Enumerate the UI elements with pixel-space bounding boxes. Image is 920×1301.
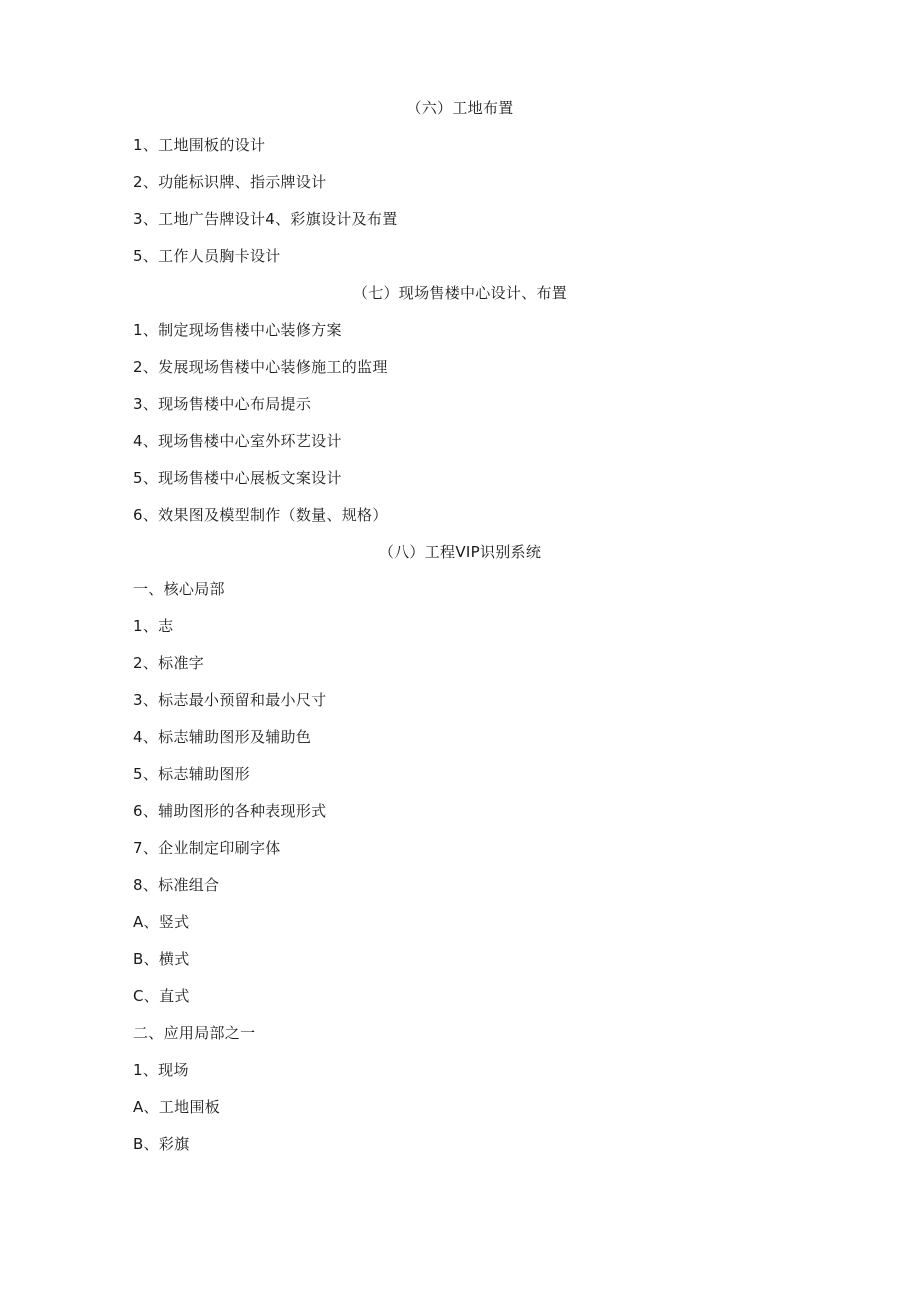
- list-item: 3、标志最小预留和最小尺寸: [133, 691, 327, 709]
- list-item: 1、志: [133, 617, 174, 635]
- list-item: 1、现场: [133, 1061, 189, 1079]
- list-item: 5、标志辅助图形: [133, 765, 250, 783]
- list-item: 8、标准组合: [133, 876, 220, 894]
- list-item: A、竖式: [133, 913, 190, 931]
- section-heading-6: （六）工地布置: [406, 99, 514, 117]
- subsection-heading: 二、应用局部之一: [133, 1024, 256, 1042]
- list-item: 2、功能标识牌、指示牌设计: [133, 173, 327, 191]
- list-item: 1、制定现场售楼中心装修方案: [133, 321, 342, 339]
- section-heading-8: （八）工程VIP识别系统: [378, 543, 542, 561]
- section-heading-7: （七）现场售楼中心设计、布置: [352, 284, 568, 302]
- list-item: 4、标志辅助图形及辅助色: [133, 728, 312, 746]
- list-item: B、彩旗: [133, 1135, 190, 1153]
- list-item: 3、工地广告牌设计4、彩旗设计及布置: [133, 210, 398, 228]
- list-item: B、横式: [133, 950, 190, 968]
- list-item: 4、现场售楼中心室外环艺设计: [133, 432, 342, 450]
- list-item: 2、发展现场售楼中心装修施工的监理: [133, 358, 388, 376]
- list-item: 3、现场售楼中心布局提示: [133, 395, 312, 413]
- list-item: A、工地围板: [133, 1098, 221, 1116]
- list-item: C、直式: [133, 987, 190, 1005]
- list-item: 1、工地围板的设计: [133, 136, 266, 154]
- subsection-heading: 一、核心局部: [133, 580, 225, 598]
- list-item: 2、标准字: [133, 654, 205, 672]
- list-item: 6、效果图及模型制作（数量、规格）: [133, 506, 388, 524]
- list-item: 5、现场售楼中心展板文案设计: [133, 469, 342, 487]
- list-item: 6、辅助图形的各种表现形式: [133, 802, 327, 820]
- list-item: 7、企业制定印刷字体: [133, 839, 281, 857]
- list-item: 5、工作人员胸卡设计: [133, 247, 281, 265]
